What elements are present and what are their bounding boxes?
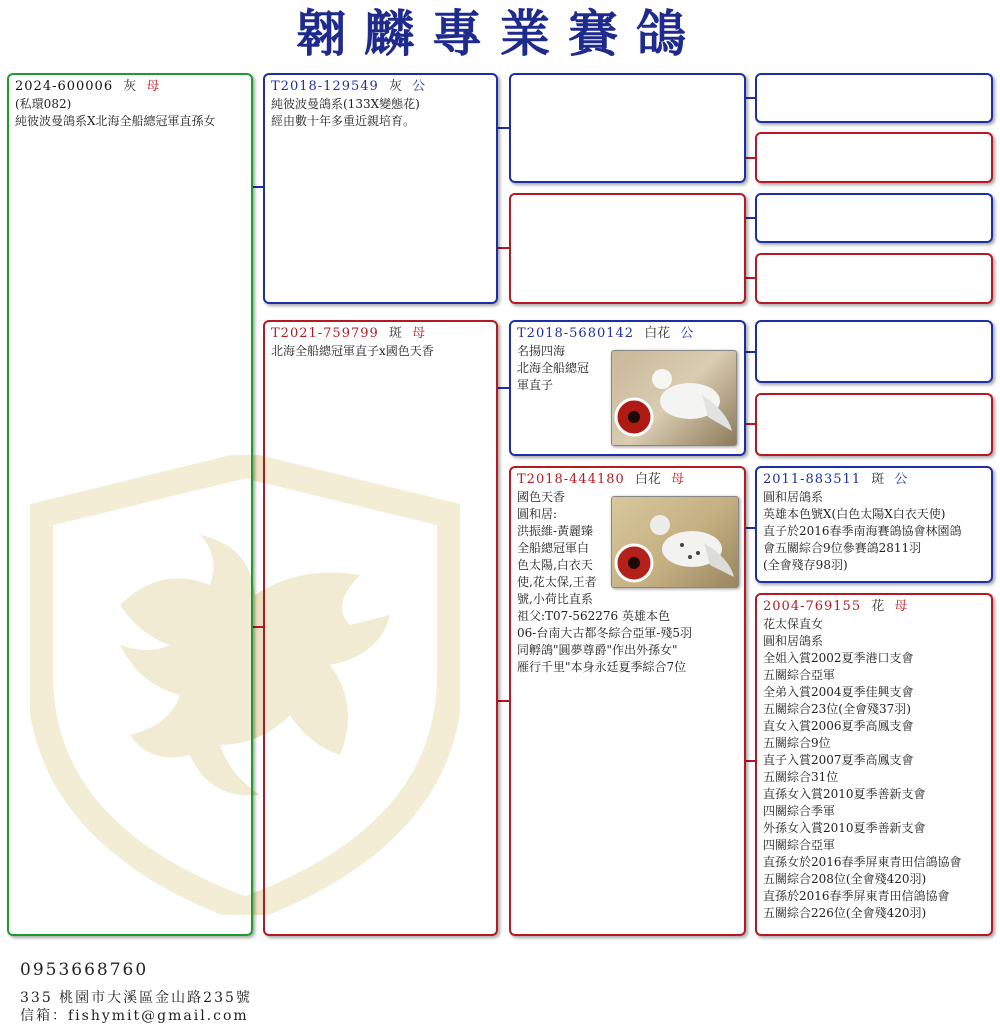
dam-sire-header (511, 322, 744, 343)
footer-phone: 0953668760 (20, 960, 149, 980)
dam-dam-line: 號,小荷比直系 (517, 592, 593, 606)
great-grandparent-card (755, 253, 993, 304)
great-granddam-line: 圓和居鴿系 (763, 634, 824, 648)
pigeon-photo (611, 350, 737, 446)
great-grandsire-line: 英雄本色號X(白色太陽X白衣天使) (763, 507, 946, 521)
ring-number: T2021-759799 (271, 326, 379, 341)
footer-address: 335 桃園市大溪區金山路235號 (20, 990, 252, 1006)
dam-dam-line: 色太陽,白衣天 (517, 558, 593, 572)
great-granddam-line: 全弟入賞2004夏季佳興支會 (763, 685, 914, 699)
dam-dam-line: 洪振維-黃麗臻 (517, 524, 594, 538)
great-granddam-line: 直子入賞2007夏季高鳳支會 (763, 753, 914, 767)
ring-number: 2004-769155 (763, 599, 862, 614)
sire-card (263, 73, 498, 304)
great-granddam-line: 外孫女入賞2010夏季善新支會 (763, 821, 926, 835)
great-grandparent-card (755, 73, 993, 123)
pied-pigeon-icon (612, 497, 739, 588)
subject-header (9, 75, 251, 96)
feather-color: 斑 (388, 326, 402, 341)
dam-header (265, 322, 496, 343)
great-granddam-header (757, 595, 991, 616)
great-grandsire-line: (全會殘存98羽) (763, 558, 848, 572)
great-grandsire-line: 直子於2016春季南海賽鴿協會林園鴿 (763, 524, 962, 538)
dam-dam-line: 雁行千里"本身永廷夏季綜合7位 (517, 660, 687, 674)
subject-line: (私環082) (15, 97, 72, 111)
great-grandparent-card (755, 132, 993, 183)
great-granddam-line: 直孫女入賞2010夏季善新支會 (763, 787, 926, 801)
ring-number: T2018-444180 (517, 472, 625, 487)
sex-label: 母 (671, 472, 685, 487)
dam-dam-line: 同孵鴿"圓夢尊爵"作出外孫女" (517, 643, 678, 657)
sire-line: 純彼波曼鴿系(133X變態花) (271, 97, 420, 111)
feather-color: 灰 (388, 79, 402, 94)
feather-color: 灰 (123, 79, 137, 94)
great-granddam-line: 五關綜合23位(全會殘37羽) (763, 702, 911, 716)
dam-sire-line: 名揚四海 (517, 344, 566, 358)
great-granddam-line: 五關綜合226位(全會殘420羽) (763, 906, 927, 920)
dam-dam-card (509, 466, 746, 936)
sex-label: 母 (894, 599, 908, 614)
great-granddam-line: 花太保直女 (763, 617, 824, 631)
dam-line: 北海全船總冠軍直子x國色天香 (271, 344, 434, 358)
dam-sire-line: 軍直子 (517, 378, 554, 392)
pigeon-photo (611, 496, 739, 588)
dam-dam-line: 祖父:T07-562276 英雄本色 (517, 609, 670, 623)
dam-dam-line: 圓和居: (517, 507, 558, 521)
sex-label: 公 (894, 472, 908, 487)
sire-sire-card (509, 73, 746, 183)
sex-label: 公 (680, 326, 694, 341)
dam-card (263, 320, 498, 936)
great-granddam-line: 直女入賞2006夏季高鳳支會 (763, 719, 914, 733)
sex-label: 母 (412, 326, 426, 341)
dam-sire-line: 北海全船總冠 (517, 361, 590, 375)
great-granddam-line: 四關綜合季軍 (763, 804, 836, 818)
dam-sire-card (509, 320, 746, 456)
great-granddam-line: 五關綜合亞軍 (763, 668, 836, 682)
great-grandsire-line: 會五關綜合9位參賽鴿2811羽 (763, 541, 922, 555)
great-granddam-line: 五關綜合31位 (763, 770, 839, 784)
subject-line: 純彼波曼鴿系X北海全船總冠軍直孫女 (15, 114, 216, 128)
ring-number: 2024-600006 (15, 79, 114, 94)
dam-dam-line: 國色天香 (517, 490, 566, 504)
dam-dam-header (511, 468, 744, 489)
feather-color: 白花 (634, 472, 661, 487)
great-grandparent-card (755, 393, 993, 456)
dam-dam-line: 06-台南大古都冬綜合亞軍-殘5羽 (517, 626, 693, 640)
great-granddam-line: 直孫於2016春季屏東青田信鴿協會 (763, 889, 950, 903)
sire-header (265, 75, 496, 96)
feather-color: 斑 (871, 472, 885, 487)
page-title: 翱麟專業賽鴿 (296, 4, 704, 63)
sex-label: 公 (412, 79, 426, 94)
great-grandparent-card (755, 193, 993, 243)
great-granddam-line: 全姐入賞2002夏季港口支會 (763, 651, 914, 665)
sire-dam-card (509, 193, 746, 304)
great-grandsire-line: 圓和居鴿系 (763, 490, 824, 504)
footer-email: 信箱：fishymit@gmail.com (20, 1008, 249, 1024)
great-granddam-card (755, 593, 993, 936)
white-pigeon-icon (612, 351, 737, 446)
great-granddam-line: 直孫女於2016春季屏東青田信鴿協會 (763, 855, 962, 869)
feather-color: 白花 (644, 326, 671, 341)
great-grandparent-card (755, 320, 993, 383)
great-grandsire-card (755, 466, 993, 583)
ring-number: T2018-129549 (271, 79, 379, 94)
great-granddam-line: 四關綜合亞軍 (763, 838, 836, 852)
ring-number: T2018-5680142 (517, 326, 635, 341)
great-granddam-line: 五關綜合208位(全會殘420羽) (763, 872, 927, 886)
sire-line: 經由數十年多重近親培育。 (271, 114, 416, 128)
sex-label: 母 (146, 79, 160, 94)
subject-card (7, 73, 253, 936)
great-granddam-line: 五關綜合9位 (763, 736, 831, 750)
dam-dam-line: 全船總冠軍白 (517, 541, 590, 555)
dam-dam-line: 使,花太保,王者 (517, 575, 597, 589)
feather-color: 花 (871, 599, 885, 614)
great-grandsire-header (757, 468, 991, 489)
ring-number: 2011-883511 (763, 472, 862, 487)
